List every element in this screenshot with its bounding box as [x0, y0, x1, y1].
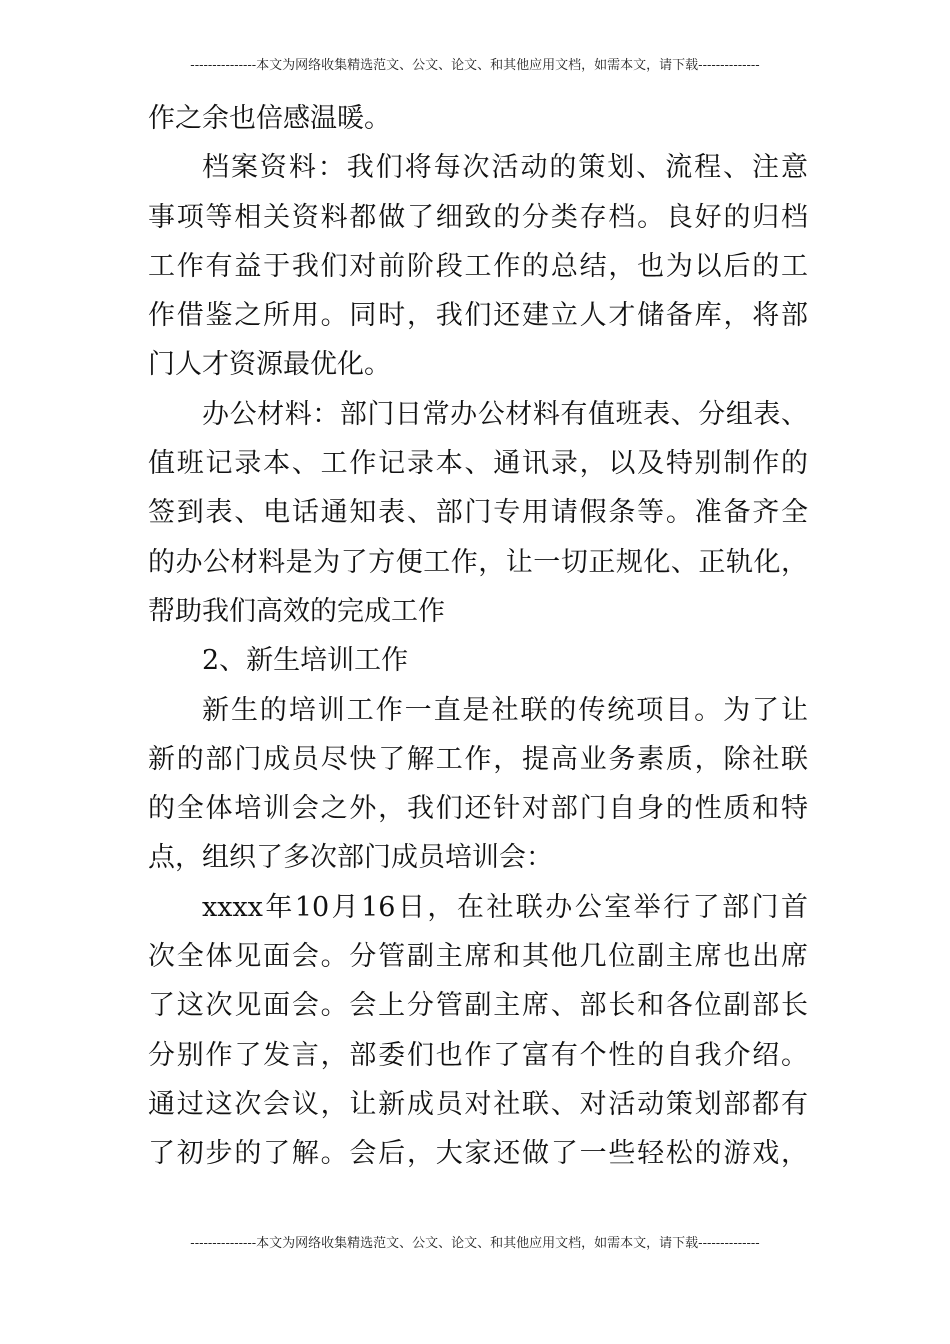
text-line: 新的部门成员尽快了解工作，提高业务素质，除社联: [148, 743, 808, 775]
text-line: 次全体见面会。分管副主席和其他几位副主席也出席: [148, 941, 808, 973]
text-line: 了初步的了解。会后，大家还做了一些轻松的游戏，: [148, 1138, 808, 1170]
text-line: 值班记录本、工作记录本、通讯录，以及特别制作的: [148, 448, 808, 480]
footer-banner: ---------------本文为网络收集精选范文、公文、论文、和其他应用文档，如需本文，请下载--------------: [190, 1236, 760, 1251]
paragraph-first-line: xxxx年10月16日，在社联办公室举行了部门首: [202, 891, 808, 923]
text-line: 的全体培训会之外，我们还针对部门自身的性质和特: [148, 793, 808, 825]
header-banner: ---------------本文为网络收集精选范文、公文、论文、和其他应用文档，如需本文，请下载--------------: [190, 58, 760, 73]
paragraph-first-line: 档案资料：我们将每次活动的策划、流程、注意: [202, 152, 808, 184]
text-line: 门人才资源最优化。: [148, 349, 391, 381]
text-line: 帮助我们高效的完成工作: [148, 595, 445, 627]
text-line: 点，组织了多次部门成员培训会：: [148, 842, 553, 874]
text-line: 了这次见面会。会上分管副主席、部长和各位副部长: [148, 990, 808, 1022]
text-line: 工作有益于我们对前阶段工作的总结，也为以后的工: [148, 250, 808, 282]
text-line: 通过这次会议，让新成员对社联、对活动策划部都有: [148, 1088, 808, 1120]
text-line: 分别作了发言，部委们也作了富有个性的自我介绍。: [148, 1039, 808, 1071]
paragraph-first-line: 新生的培训工作一直是社联的传统项目。为了让: [202, 694, 808, 726]
text-line: 签到表、电话通知表、部门专用请假条等。准备齐全: [148, 497, 808, 529]
text-line: 作之余也倍感温暖。: [148, 103, 391, 134]
text-line: 事项等相关资料都做了细致的分类存档。良好的归档: [148, 201, 808, 233]
text-line: 的办公材料是为了方便工作，让一切正规化、正轨化，: [148, 546, 808, 578]
text-line: 作借鉴之所用。同时，我们还建立人才储备库，将部: [148, 300, 808, 332]
document-body: [148, 94, 808, 1179]
paragraph-first-line: 办公材料：部门日常办公材料有值班表、分组表、: [202, 398, 808, 430]
section-heading: 2、新生培训工作: [202, 645, 409, 677]
